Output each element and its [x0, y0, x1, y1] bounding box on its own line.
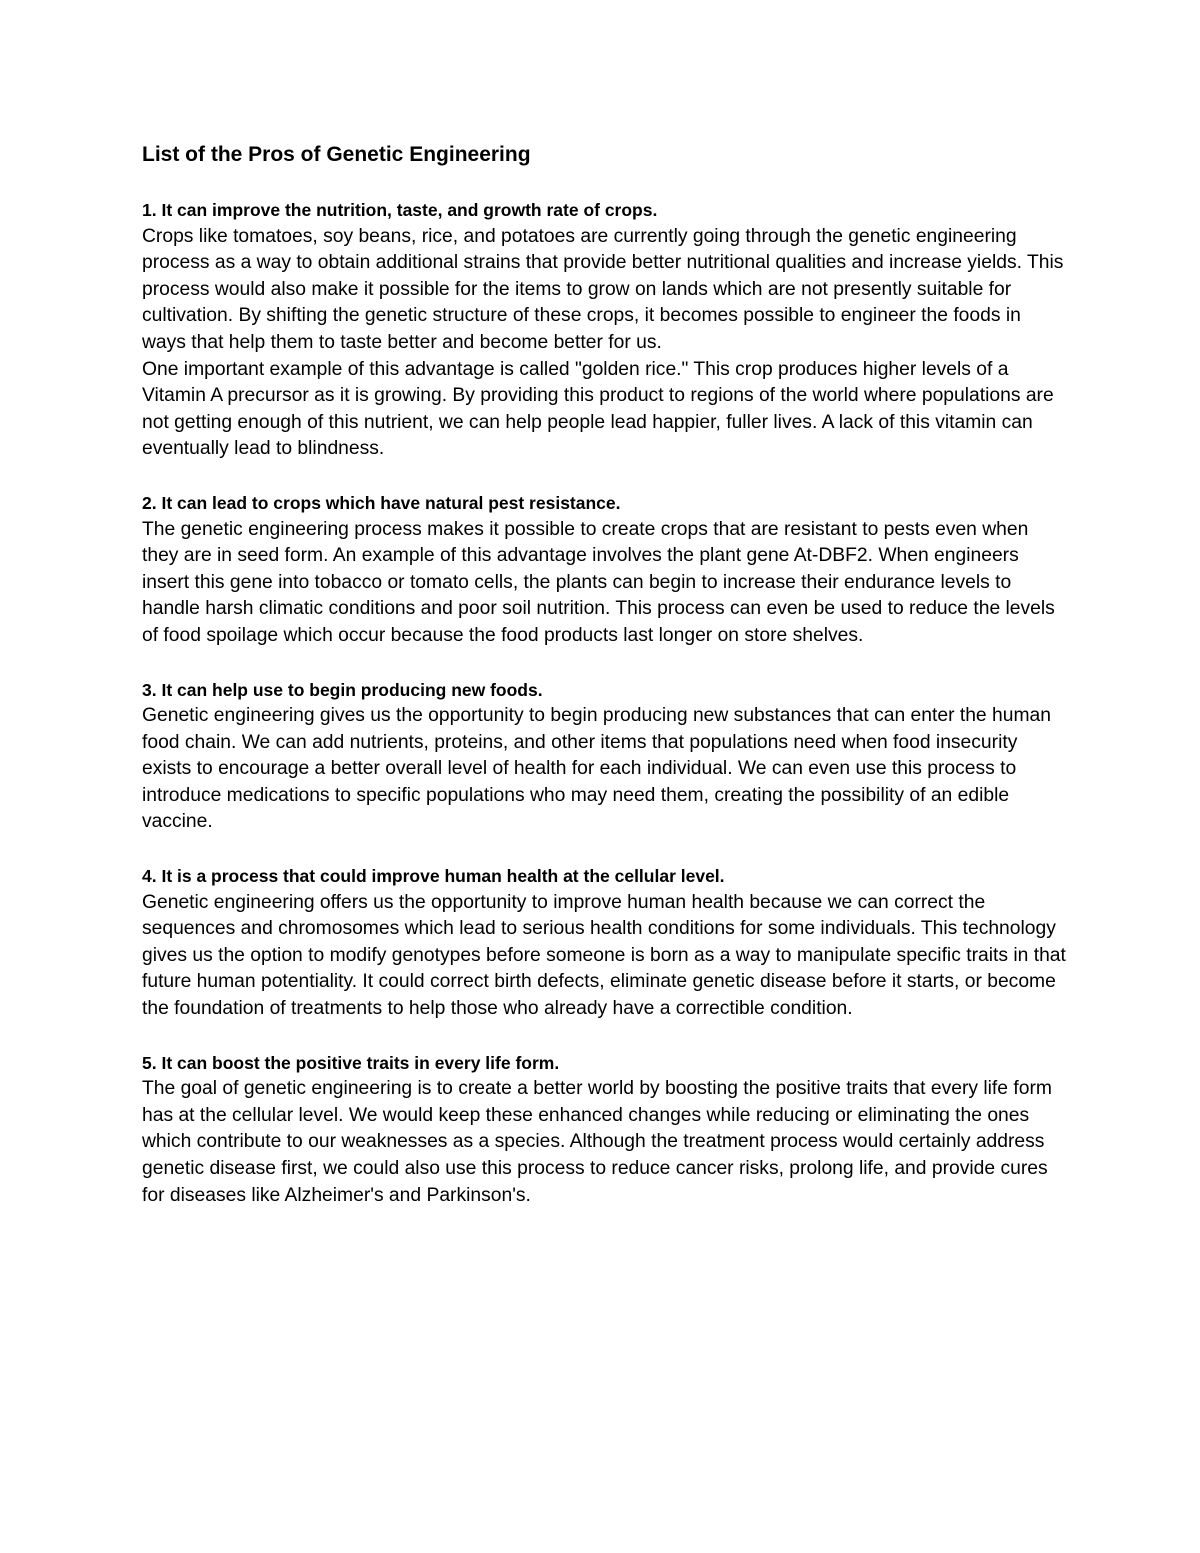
section-2 [142, 490, 1067, 650]
section-heading: 2. It can lead to crops which have natural pest resistance. [142, 492, 621, 513]
section-1 [142, 197, 1067, 463]
section-heading: 4. It is a process that could improve human health at the cellular level. [142, 866, 725, 887]
section-5 [142, 1050, 1067, 1210]
section-3 [142, 677, 1067, 837]
section-paragraph: Genetic engineering offers us the opportunity to improve human health because we can correct the sequences and chromosomes which lead to serious health conditions for some individuals. This technology gives us the option to modify genotypes before someone is born as a way to manipulate specific traits in that future human potentiality. It could correct birth defects, eliminate genetic disease before it starts, or become the foundation of treatments to help those who already have a correctible condition. [142, 891, 1066, 1020]
section-heading: 1. It can improve the nutrition, taste, and growth rate of crops. [142, 200, 658, 220]
section-paragraph: The goal of genetic engineering is to create a better world by boosting the positive traits that every life form has at the cellular level. We would keep these enhanced changes while reducing or eliminating the ones which contribute to our weaknesses as a species. Although the treatment process would certainly address genetic disease first, we could also use this process to reduce cancer risks, prolong life, and provide cures for diseases like Alzheimer's and Parkinson's. [142, 1078, 1052, 1206]
section-paragraph: Genetic engineering gives us the opportunity to begin producing new substances that can enter the human food chain. We can add nutrients, proteins, and other items that populations need when food insecurity exists to encourage a better overall level of health for each individual. We can even use this process to introduce medications to specific populations who may need them, creating the possibility of an edible vaccine. [142, 705, 1051, 833]
section-heading: 5. It can boost the positive traits in every life form. [142, 1052, 560, 1073]
section-paragraph: Crops like tomatoes, soy beans, rice, and potatoes are currently going through the genetic engineering process as a way to obtain additional strains that provide better nutritional qualities and increase yields. This process would also make it possible for the items to grow on lands which are not presently suitable for cultivation. By shifting the genetic structure of these crops, it becomes possible to engineer the foods in ways that help them to taste better and become better for us. [142, 225, 1064, 353]
section-paragraph: The genetic engineering process makes it possible to create crops that are resistant to pests even when they are in seed form. An example of this advantage involves the plant gene At-DBF2. When engineers insert this gene into tobacco or tomato cells, the plants can begin to increase their endurance levels to handle harsh climatic conditions and poor soil nutrition. This process can even be used to reduce the levels of food spoilage which occur because the food products last longer on store shelves. [142, 518, 1055, 646]
section-heading: 3. It can help use to begin producing new foods. [142, 679, 543, 700]
section-paragraph: One important example of this advantage is called "golden rice." This crop produces higher levels of a Vitamin A precursor as it is growing. By providing this product to regions of the world where populations are not getting enough of this nutrient, we can help people lead happier, fuller lives. A lack of this vitamin can eventually lead to blindness. [142, 358, 1054, 460]
document-title: List of the Pros of Genetic Engineering [142, 143, 531, 166]
document-body [142, 140, 1067, 1236]
section-4 [142, 863, 1067, 1023]
